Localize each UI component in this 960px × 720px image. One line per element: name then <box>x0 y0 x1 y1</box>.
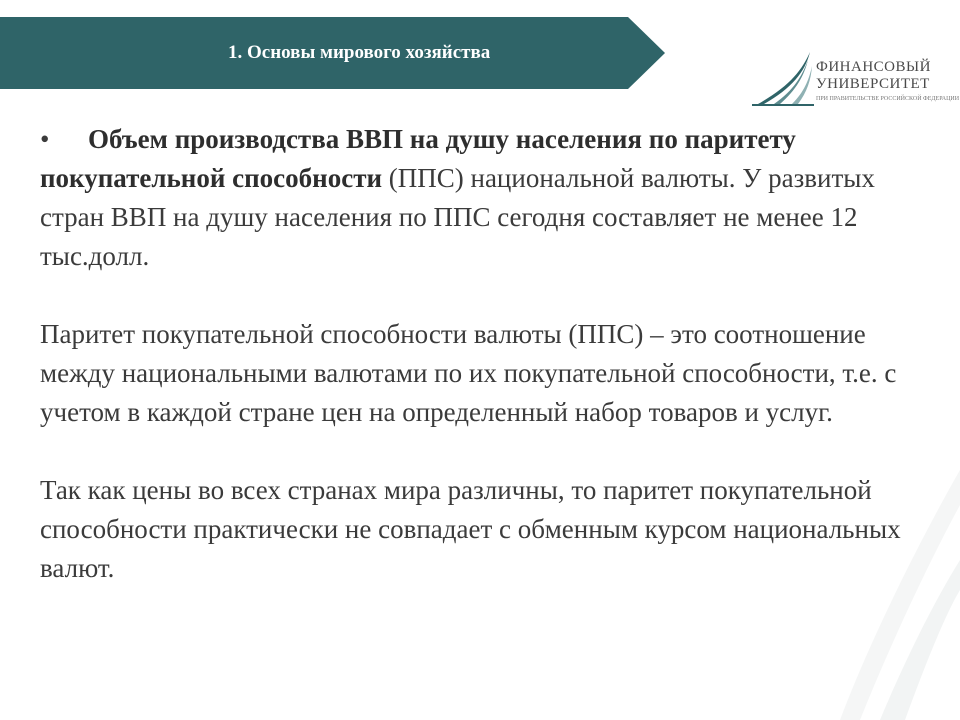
slide-content <box>40 120 935 627</box>
bullet-marker: • <box>40 124 50 154</box>
university-logo <box>752 50 960 108</box>
paragraph-gdp-ppp <box>40 120 935 276</box>
logo-text-line2: УНИВЕРСИТЕТ <box>816 76 930 92</box>
paragraph1-text: (ППС) национальной валюты. У развитых стран ВВП на душу населения по ППС сегодня составляет не менее 12 тыс.долл. <box>40 163 875 271</box>
logo-tagline: ПРИ ПРАВИТЕЛЬСТВЕ РОССИЙСКОЙ ФЕДЕРАЦИИ <box>816 96 960 102</box>
paragraph-ppp-exchange-rate: Так как цены во всех странах мира различны, то паритет покупательной способности практически не совпадает с обменным курсом национальных валют. <box>40 475 901 583</box>
paragraph-ppp-definition: Паритет покупательной способности валюты (ППС) – это соотношение между национальными валютами по их покупательной способности, т.е. с учетом в каждой стране цен на определенный набор товаров и услуг. <box>40 319 897 427</box>
logo-text-line1: ФИНАНСОВЫЙ <box>816 59 931 75</box>
logo-mark-icon <box>752 50 814 108</box>
slide-title: 1. Основы мирового хозяйства <box>228 42 491 63</box>
paragraph1-bold-text: Объем производства ВВП на душу населения по паритету покупательной способности <box>40 124 796 193</box>
title-banner <box>0 17 665 89</box>
